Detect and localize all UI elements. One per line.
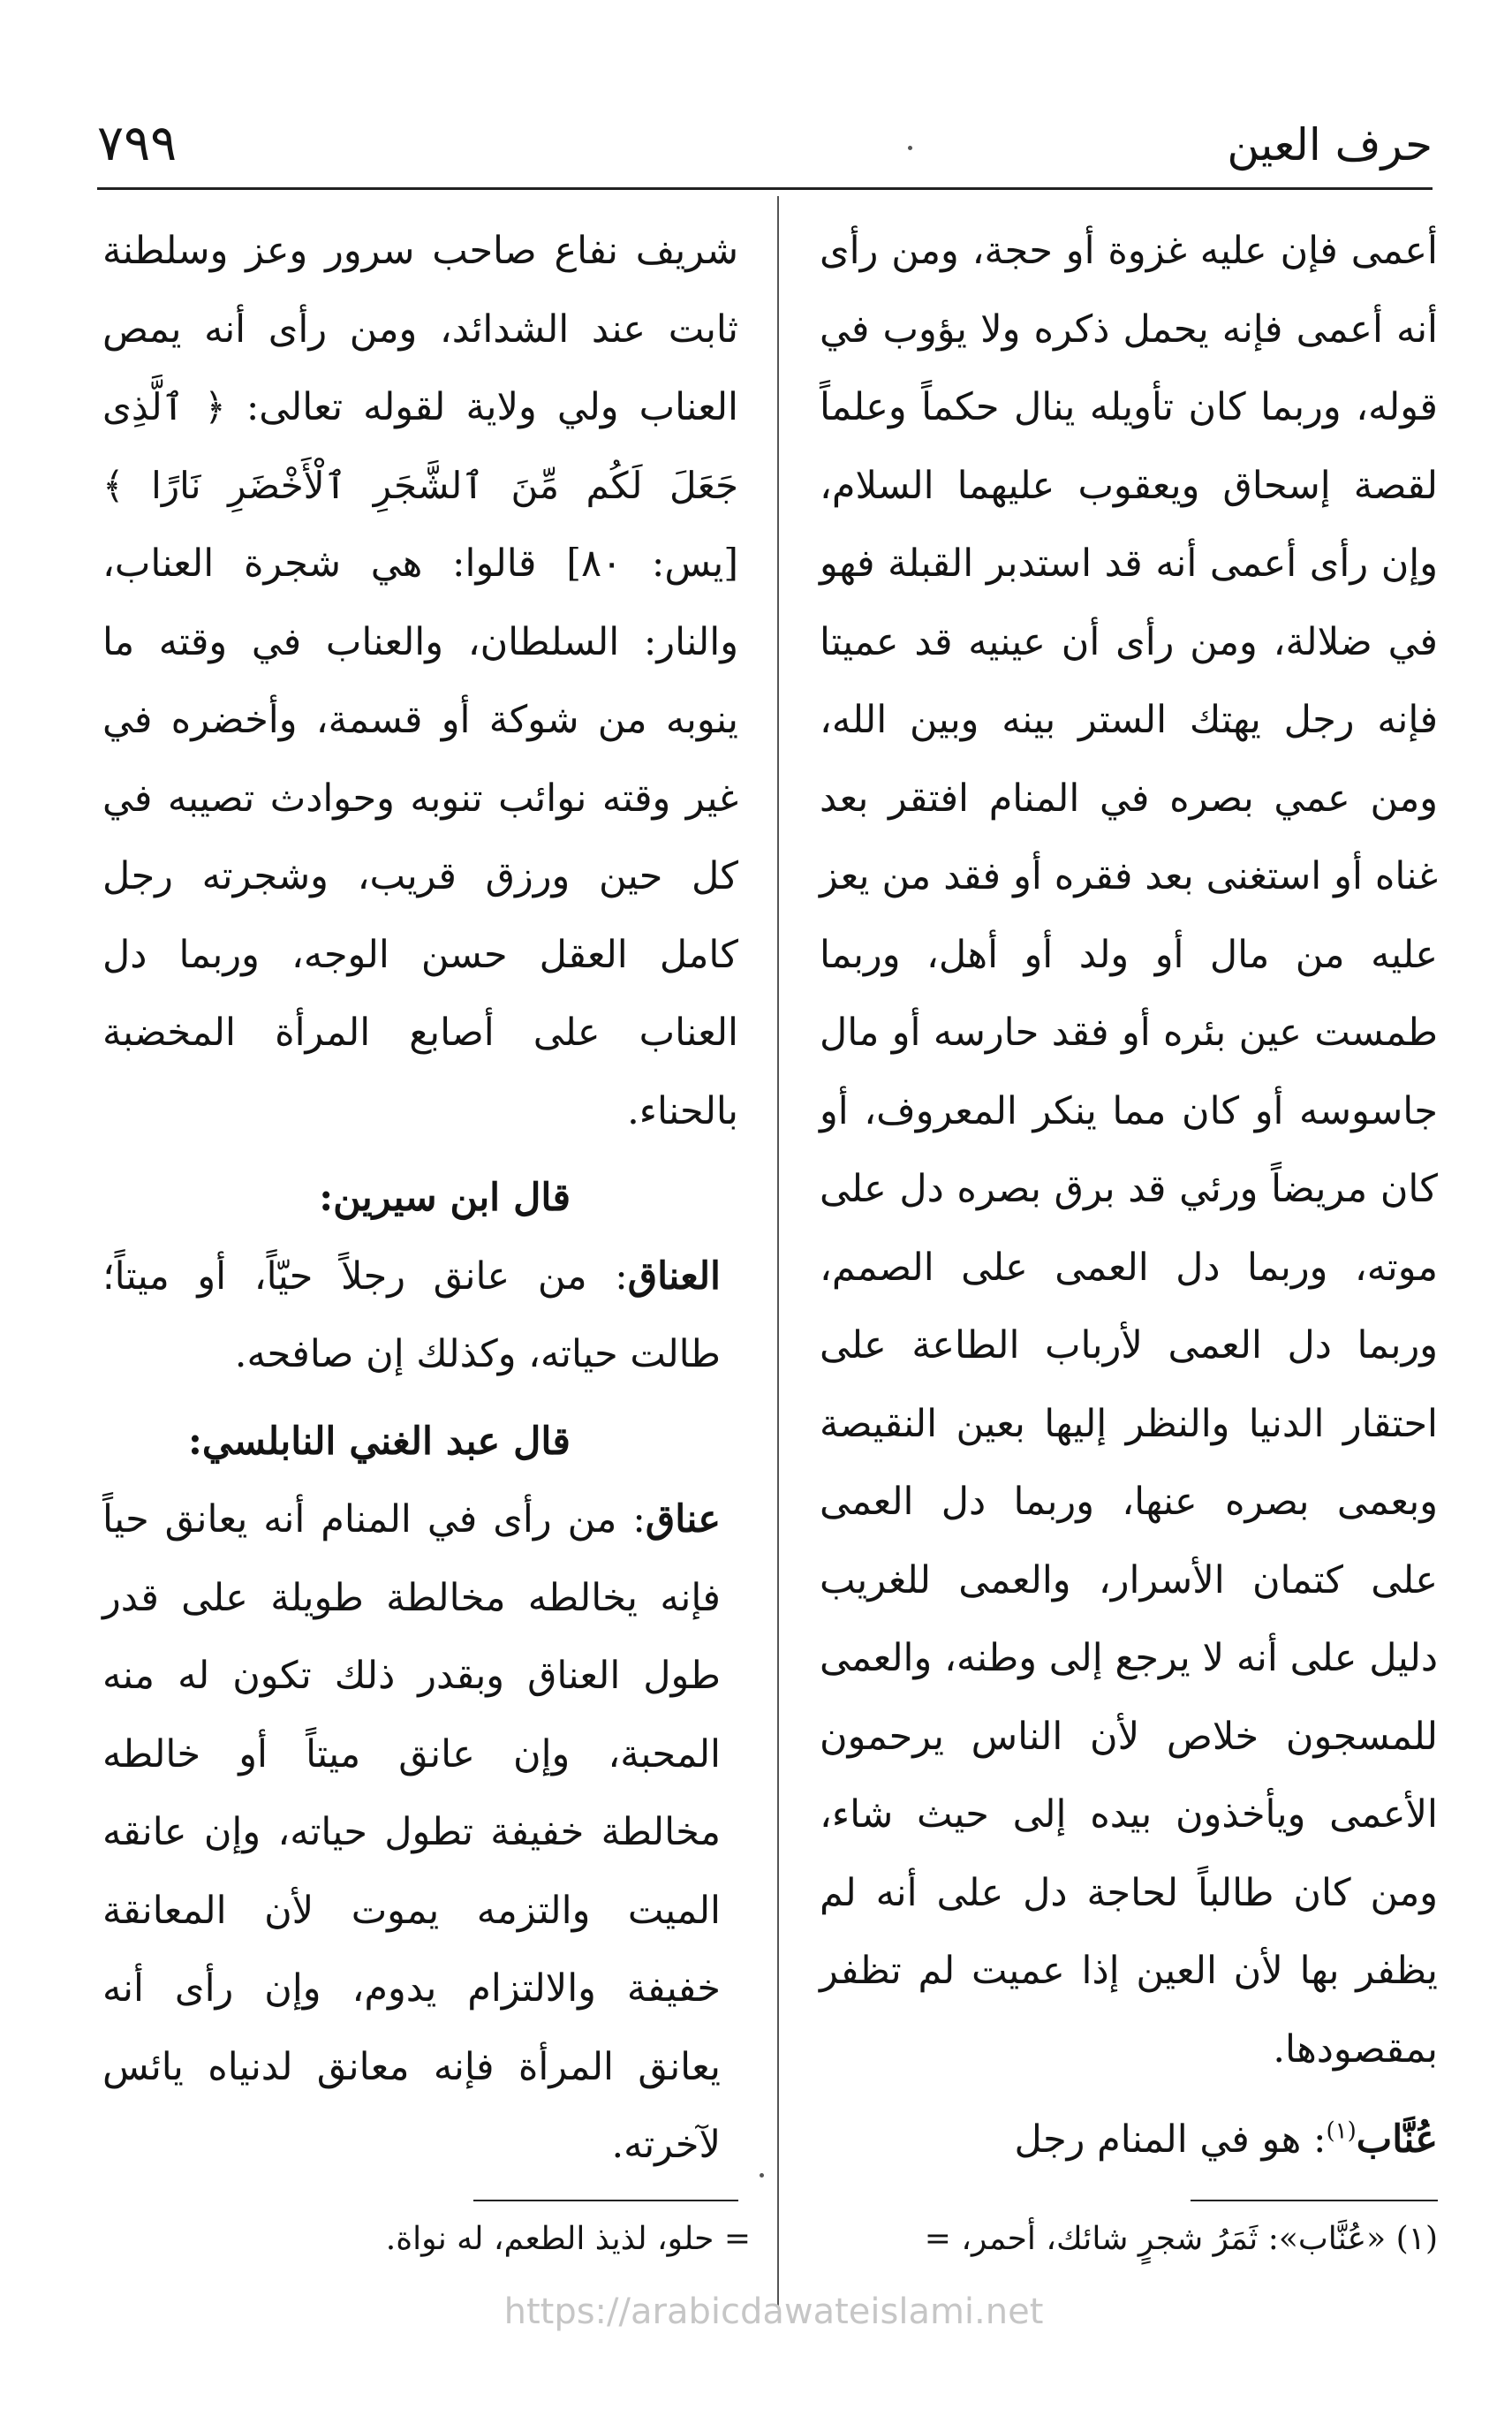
scan-speck — [908, 146, 912, 150]
entry-term: العناق — [627, 1254, 721, 1299]
quran-verse: ﴿ ٱلَّذِى جَعَلَ لَكُم مِّنَ ٱلشَّجَرِ ٱلْأَخْضَرِ نَارًا ﴾ — [102, 385, 738, 507]
section-heading-ibn-sirin: قال ابن سيرين: — [319, 1176, 571, 1220]
left-paragraph-1 — [102, 212, 738, 1150]
footnote-rule-right — [1191, 2200, 1438, 2201]
page-number: ٧٩٩ — [97, 115, 178, 172]
left-paragraph-1-part-b: [يس: ٨٠] قالوا: هي شجرة العناب، والنار: السلطان، والعناب في وقته ما ينوبه من شوكة أو قسمة، وأخضره في غير وقته نوائب تنوبه وحوادث تصيبه في كل حين ورزق قريب، وشجرته رجل كامل العقل حسن الوجه، وربما دل العناب على أصابع المرأة المخضبة بالحناء. — [102, 542, 738, 1133]
entry-term: عُنَّاب — [1356, 2117, 1438, 2162]
entry-text: : هو في المنام رجل — [1014, 2117, 1327, 2162]
section-heading-nabulsi: قال عبد الغني النابلسي: — [187, 1419, 571, 1464]
right-paragraph: أعمى فإن عليه غزوة أو حجة، ومن رأى أنه أعمى فإنه يحمل ذكره ولا يؤوب في قوله، وربما كان تأويله ينال حكماً وعلماً لقصة إسحاق ويعقوب عليهما السلام، وإن رأى أعمى أنه قد استدبر القبلة فهو في ضلالة، ومن رأى أن عينيه قد عميتا فإنه رجل يهتك الستر بينه وبين الله، ومن عمي بصره في المنام افتقر بعد غناه أو استغنى بعد فقره أو فقد من يعز عليه من مال أو ولد أو أهل، وربما طمست عين بئره أو فقد حارسه أو مال جاسوسه أو كان مما ينكر المعروف، أو كان مريضاً ورئي قد برق بصره دل على موته، وربما دل العمى على الصمم، وربما دل العمى لأرباب الطاعة على احتقار الدنيا والنظر إليها بعين النقيصة وبعمى بصره عنها، وربما دل العمى على كتمان الأسرار، والعمى للغريب دليل على أنه لا يرجع إلى وطنه، والعمى للمسجون خلاص لأن الناس يرحمون الأعمى ويأخذون بيده إلى حيث شاء، ومن كان طالباً لحاجة دل على أنه لم يظفر بها لأن العين إذا عميت لم تظفر بمقصودها. — [820, 229, 1438, 2072]
column-divider — [777, 196, 779, 2307]
entry-jujube — [820, 2101, 1438, 2179]
entry-text: : من عانق رجلاً حيّاً، أو ميتاً؛ طالت حياته، وكذلك إن صافحه. — [102, 1254, 721, 1376]
entry-term: عناق — [645, 1497, 721, 1542]
watermark-url: https://arabicdawateislami.net — [503, 2291, 1044, 2332]
scan-speck — [760, 2173, 764, 2178]
entry-embrace-1 — [102, 1238, 738, 1394]
footnote-ref: (١) — [1326, 2117, 1357, 2145]
left-paragraph-1-part-a: شريف نفاع صاحب سرور وعز وسلطنة ثابت عند الشدائد، ومن رأى أنه يمص العناب ولي ولاية لقوله تعالى: — [102, 229, 738, 429]
chapter-title: حرف العين — [1227, 119, 1433, 170]
entry-text: : من رأى في المنام أنه يعانق حياً فإنه يخالطه مخالطة طويلة على قدر طول العناق وبقدر ذلك تكون له منه المحبة، وإن عانق ميتاً أو خالطه مخالطة خفيفة تطول حياته، وإن عانقه الميت والتزمه يموت لأن المعانقة خفيفة والالتزام يدوم، وإن رأى أنه يعانق المرأة فإنه معانق لدنياه يائس لآخرته. — [102, 1497, 721, 2167]
footnote-rule-left — [473, 2200, 738, 2201]
entry-embrace-2 — [102, 1481, 738, 2185]
footnote-left: = حلو، لذيذ الطعم، له نواة. — [385, 2221, 751, 2257]
right-column — [820, 212, 1438, 2179]
left-column — [102, 212, 738, 2185]
footnote-right: (١) «عُنَّاب»: ثَمَرُ شجرٍ شائك، أحمر، = — [924, 2221, 1438, 2257]
header-rule — [97, 187, 1433, 190]
